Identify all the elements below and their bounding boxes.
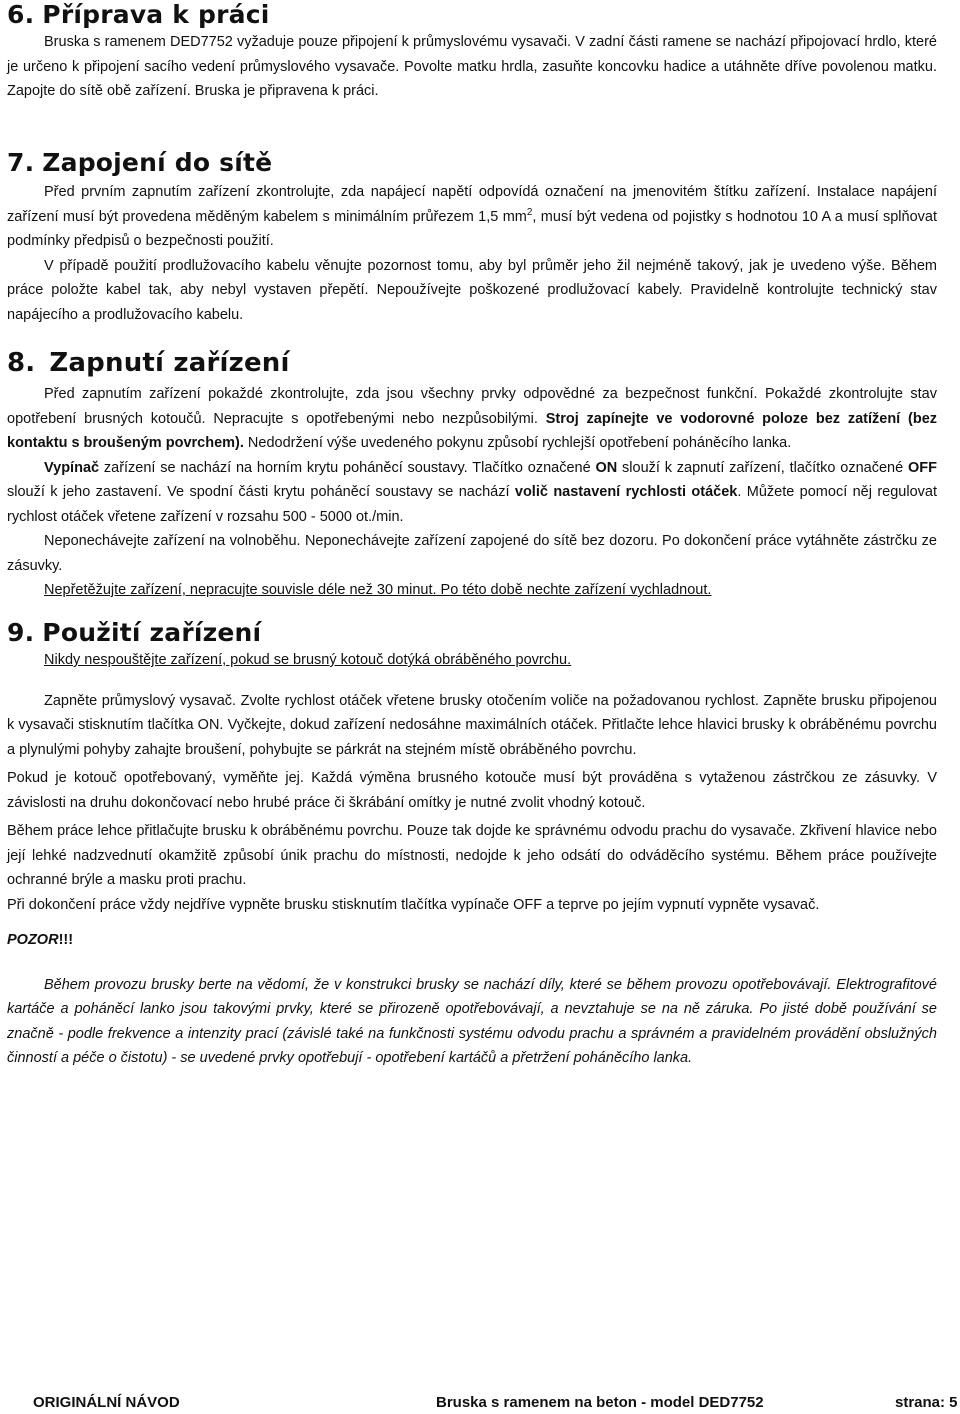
paragraph [7,180,937,254]
notice-label-text: POZOR [7,932,59,948]
bold-text: Vypínač [44,459,100,476]
bold-text: volič nastavení rychlosti otáček [514,484,738,500]
bold-text: Stroj zapínejte ve vodorovné poloze bez zatížení (bez kontaktu s broušeným povrchem). [7,410,938,451]
notice-text-block [7,973,937,1071]
paragraph: Zapněte průmyslový vysavač. Zvolte rychlost otáček vřetene brusky otočením voliče na požadovanou rychlost. Zapněte brusku připojenou k vysavači stisknutím tlačítka ON. Vyčkejte, dokud zařízení nedosáhne maximálních otáček. Přitlačte lehce hlavici brusky k obráběnému povrchu a plynulými pohyby zahajte broušení, pohybujte se párkrát na stejném místě obráběného povrchu. [7,692,937,758]
page-number: strana: 5 [895,1394,958,1411]
section-heading [7,0,937,30]
paragraph: V případě použití prodlužovacího kabelu věnujte pozornost tomu, aby byl průměr jeho žil nejméně takový, jak je uvedeno výše. Během práce položte kabel tak, aby nebyl vystaven přepětí. Nepoužívejte poškozené prodlužovací kabely. Pravidelně kontrolujte technický stav napájecího a prodlužovacího kabelu. [7,257,937,323]
section-number: 6. [7,0,35,29]
section-title: Použití zařízení [42,618,262,647]
paragraph-text: Nedodržení výše uvedeného pokynu způsobí rychlejší opotřebení poháněcího lanka. [243,435,792,451]
paragraph: Během práce lehce přitlačujte brusku k obráběnému povrchu. Pouze tak dojde ke správnému odvodu prachu do vysavače. Zkřivení hlavice nebo její lehké nadzvednutí okamžitě způsobí únik prachu do místnosti, nedojde k jeho odsátí do odváděcího systému. Během práce používejte ochranné brýle a masku proti prachu. [7,823,937,888]
paragraph [7,578,937,603]
section-title: Zapojení do sítě [42,148,273,177]
paragraph: Neponechávejte zařízení na volnoběhu. Neponechávejte zařízení zapojené do sítě bez dozoru. Po dokončení práce vytáhněte zástrčku ze zásuvky. [7,533,937,574]
bold-text: OFF [908,459,937,476]
superscript: 2 [526,206,533,218]
notice-block [7,928,937,1071]
bold-text: ON [595,459,618,476]
section-7 [7,148,937,327]
paragraph-text: , musí být vedena od pojistky s hodnotou 10 A a musí splňovat podmínky předpisů o bezpečnosti použití. [7,208,937,249]
paragraph: Bruska s ramenem DED7752 vyžaduje pouze připojení k průmyslovému vysavači. V zadní části ramene se nachází připojovací hrdlo, které je určeno k připojení sacího vedení průmyslového vysavače. Povolte matku hrdla, zasuňte koncovku hadice a utáhněte dříve povolenou matku. Zapojte do sítě obě zařízení. Bruska je připravena k práci. [7,34,937,99]
footer-left: ORIGINÁLNÍ NÁVOD [33,1394,180,1411]
warning [7,648,937,673]
underlined-text: Nikdy nespouštějte zařízení, pokud se brusný kotouč dotýká obráběného povrchu. [44,652,572,668]
section-8 [7,346,937,603]
paragraph-text: Před prvním zapnutím zařízení zkontrolujte, zda napájecí napětí odpovídá označení na jmenovitém štítku zařízení. Instalace napájení zařízení musí být provedena měděným kabelem s minimálním průřezem 1,5 mm [7,184,937,225]
section-heading [7,148,937,178]
paragraph-text: Před zapnutím zařízení pokaždé zkontrolujte, zda jsou všechny prvky odpovědné za bezpečnost funkční. Pokaždé zkontrolujte stav opotřebení brusných kotoučů. Nepracujte s opotřebenými nebo nezpůsobilými. [7,386,937,427]
paragraph: Pokud je kotouč opotřebovaný, vyměňte jej. Každá výměna brusného kotouče musí být prováděna s vytaženou zástrčkou ze zásuvky. V závislosti na druhu dokončovací nebo hrubé práce či škrábání omítky je nutné zvolit vhodný kotouč. [7,770,937,811]
paragraph-text: slouží k zapnutí zařízení, tlačítko označené [617,459,908,476]
underlined-text: Nepřetěžujte zařízení, nepracujte souvisle déle než 30 minut. Po této době nechte zařízení vychladnout. [44,582,712,598]
paragraph-text: zařízení se nachází na horním krytu poháněcí soustavy. Tlačítko označené [99,459,596,476]
paragraph: Během provozu brusky berte na vědomí, že v konstrukci brusky se nachází díly, které se během provozu opotřebovávají. Elektrografitové kartáče a poháněcí lanko jsou takovými prvky, které se přirozeně opotřebovávají, a nevztahuje se na ně záruka. Po jisté době používání se značně - podle frekvence a intenzity prací (závislé také na funkčnosti systému odvodu prachu a správném a pravidelném provádění obslužných činností a péče o čistotu) - se uvedené prvky opotřebují - opotřebení kartáčů a přetržení poháněcího lanka. [7,976,937,1066]
section-number: 7. [7,148,35,177]
paragraph: Při dokončení práce vždy nejdříve vypněte brusku stisknutím tlačítka vypínače OFF a teprve po jejím vypnutí vypněte vysavač. [7,896,820,913]
section-title: Zapnutí zařízení [49,348,290,378]
paragraph [7,382,937,456]
footer-center: Bruska s ramenem na beton - model DED7752 [436,1394,764,1411]
section-6 [7,0,937,104]
section-title: Příprava k práci [42,0,270,29]
section-number: 8. [7,348,36,378]
paragraph-text: slouží k jeho zastavení. Ve spodní části krytu poháněcí soustavy se nachází [7,484,515,500]
section-heading [7,618,937,648]
paragraph [7,456,937,530]
section-9 [7,618,937,917]
notice-marks: !!! [58,932,74,948]
notice-label [7,928,937,953]
section-number: 9. [7,618,35,647]
section-heading [7,346,937,380]
paragraph-text: . Můžete pomocí něj regulovat rychlost otáček vřetene zařízení v rozsahu 500 - 5000 ot./min. [7,484,937,525]
